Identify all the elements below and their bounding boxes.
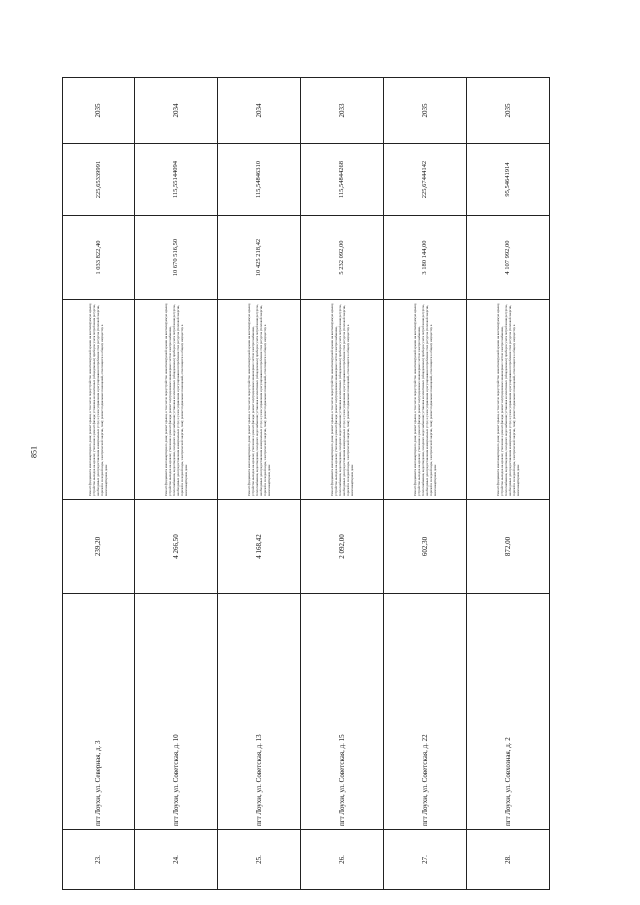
house-area: 2 092,00 [300,500,383,594]
planned-year: 2033 [300,78,383,144]
table-row [300,78,383,890]
works-list: Ремонт фундамента многоквартирного дома; ремонт крыши, в том числе переустройство невентилируемой крыши на вентилируемую крышу, устройство выходов на кровлю; утепление и ремонт фасада; ремонт внутридомовых инженерных систем электроснабжения, теплоснабжения, водоотведения, холодного водоснабжения; установка коллективных (общедомовых) приборов учета потребления ресурсов, необходимых для предоставления коммунальных услуг, и узлов управления и регулирования потребления этих ресурсов (тепловой энергии, горячей и холодной воды, электрической энергии, газа); ремонт подвальных помещений, относящихся к общему имуществу в многоквартирном доме [466,300,549,500]
house-area: 872,00 [466,500,549,594]
planned-year: 2035 [383,78,466,144]
table-row [466,78,549,890]
house-address: пгт Лоухи, ул. Советская, д. 13 [217,594,300,830]
specific-cost: 115,54846310 [217,144,300,216]
repair-cost: 4 107 992,00 [466,216,549,300]
row-number: 24. [134,830,217,890]
house-address: пгт Лоухи, ул. Советская, д. 15 [300,594,383,830]
planned-year: 2034 [134,78,217,144]
repair-schedule-table [62,77,550,890]
page-number: 851 [29,446,39,458]
table-row [217,78,300,890]
house-address: пгт Лоухи, ул. Советская, д. 22 [383,594,466,830]
row-number: 23. [63,830,135,890]
house-area: 239,20 [63,500,135,594]
repair-cost: 10 425 218,42 [217,216,300,300]
table-row [383,78,466,890]
table-row [63,78,135,890]
repair-cost: 1 033 822,40 [63,216,135,300]
table-row [134,78,217,890]
house-area: 4 266,50 [134,500,217,594]
repair-cost: 3 180 144,00 [383,216,466,300]
specific-cost: 95,54641914 [466,144,549,216]
row-number: 25. [217,830,300,890]
row-number: 27. [383,830,466,890]
house-area: 602,30 [383,500,466,594]
planned-year: 2035 [63,78,135,144]
planned-year: 2034 [217,78,300,144]
table-container [62,78,550,890]
house-address: пгт Лоухи, ул. Советская, д. 10 [134,594,217,830]
house-area: 4 168,42 [217,500,300,594]
house-address: пгт Лоухи, ул. Северная, д. 3 [63,594,135,830]
works-list: Ремонт фундамента многоквартирного дома; ремонт крыши, в том числе переустройство невентилируемой крыши на вентилируемую крышу, устройство выходов на кровлю; утепление и ремонт фасада; ремонт внутридомовых инженерных систем электроснабжения, теплоснабжения, водоотведения, холодного водоснабжения; установка коллективных (общедомовых) приборов учета потребления ресурсов, необходимых для предоставления коммунальных услуг, и узлов управления и регулирования потребления этих ресурсов (тепловой энергии, горячей и холодной воды, электрической энергии, газа); ремонт подвальных помещений, относящихся к общему имуществу в многоквартирном доме [383,300,466,500]
repair-cost: 10 670 516,50 [134,216,217,300]
rotated-table-frame [62,78,550,890]
works-list: Ремонт фундамента многоквартирного дома; ремонт крыши, в том числе переустройство невентилируемой крыши на вентилируемую крышу, устройство выходов на кровлю; утепление и ремонт фасада; установка коллективных (общедомовых) приборов учета потребления ресурсов, необходимых для предоставления коммунальных услуг, и узлов управления и регулирования потребления этих ресурсов (тепловой энергии, горячей и холодной воды, электрической энергии, газа); ремонт подвальных помещений, относящихся к общему имуществу в многоквартирном доме [63,300,135,500]
works-list: Ремонт фундамента многоквартирного дома; ремонт крыши, в том числе переустройство невентилируемой крыши на вентилируемую крышу, устройство выходов на кровлю; утепление и ремонт фасада; ремонт внутридомовых инженерных систем электроснабжения, теплоснабжения, водоотведения, холодного водоснабжения; установка коллективных (общедомовых) приборов учета потребления ресурсов, необходимых для предоставления коммунальных услуг, и узлов управления и регулирования потребления этих ресурсов (тепловой энергии, горячей и холодной воды, электрической энергии, газа); ремонт подвальных помещений, относящихся к общему имуществу в многоквартирном доме [134,300,217,500]
works-list: Ремонт фундамента многоквартирного дома; ремонт крыши, в том числе переустройство невентилируемой крыши на вентилируемую крышу, устройство выходов на кровлю; утепление и ремонт фасада; ремонт внутридомовых инженерных систем электроснабжения, теплоснабжения, водоотведения, холодного водоснабжения; установка коллективных (общедомовых) приборов учета потребления ресурсов, необходимых для предоставления коммунальных услуг, и узлов управления и регулирования потребления этих ресурсов (тепловой энергии, горячей и холодной воды, электрической энергии, газа); ремонт подвальных помещений, относящихся к общему имуществу в многоквартирном доме [300,300,383,500]
specific-cost: 115,54844268 [300,144,383,216]
works-list: Ремонт фундамента многоквартирного дома; ремонт крыши, в том числе переустройство невентилируемой крыши на вентилируемую крышу, устройство выходов на кровлю; утепление и ремонт фасада; ремонт внутридомовых инженерных систем электроснабжения, теплоснабжения, водоотведения, холодного водоснабжения; установка коллективных (общедомовых) приборов учета потребления ресурсов, необходимых для предоставления коммунальных услуг, и узлов управления и регулирования потребления этих ресурсов (тепловой энергии, горячей и холодной воды, электрической энергии, газа); ремонт подвальных помещений, относящихся к общему имуществу в многоквартирном доме [217,300,300,500]
specific-cost: 225,65339991 [63,144,135,216]
row-number: 26. [300,830,383,890]
repair-cost: 5 232 092,00 [300,216,383,300]
specific-cost: 225,67444142 [383,144,466,216]
specific-cost: 115,55144094 [134,144,217,216]
house-address: пгт Лоухи, ул. Совхозная, д. 2 [466,594,549,830]
row-number: 28. [466,830,549,890]
planned-year: 2035 [466,78,549,144]
